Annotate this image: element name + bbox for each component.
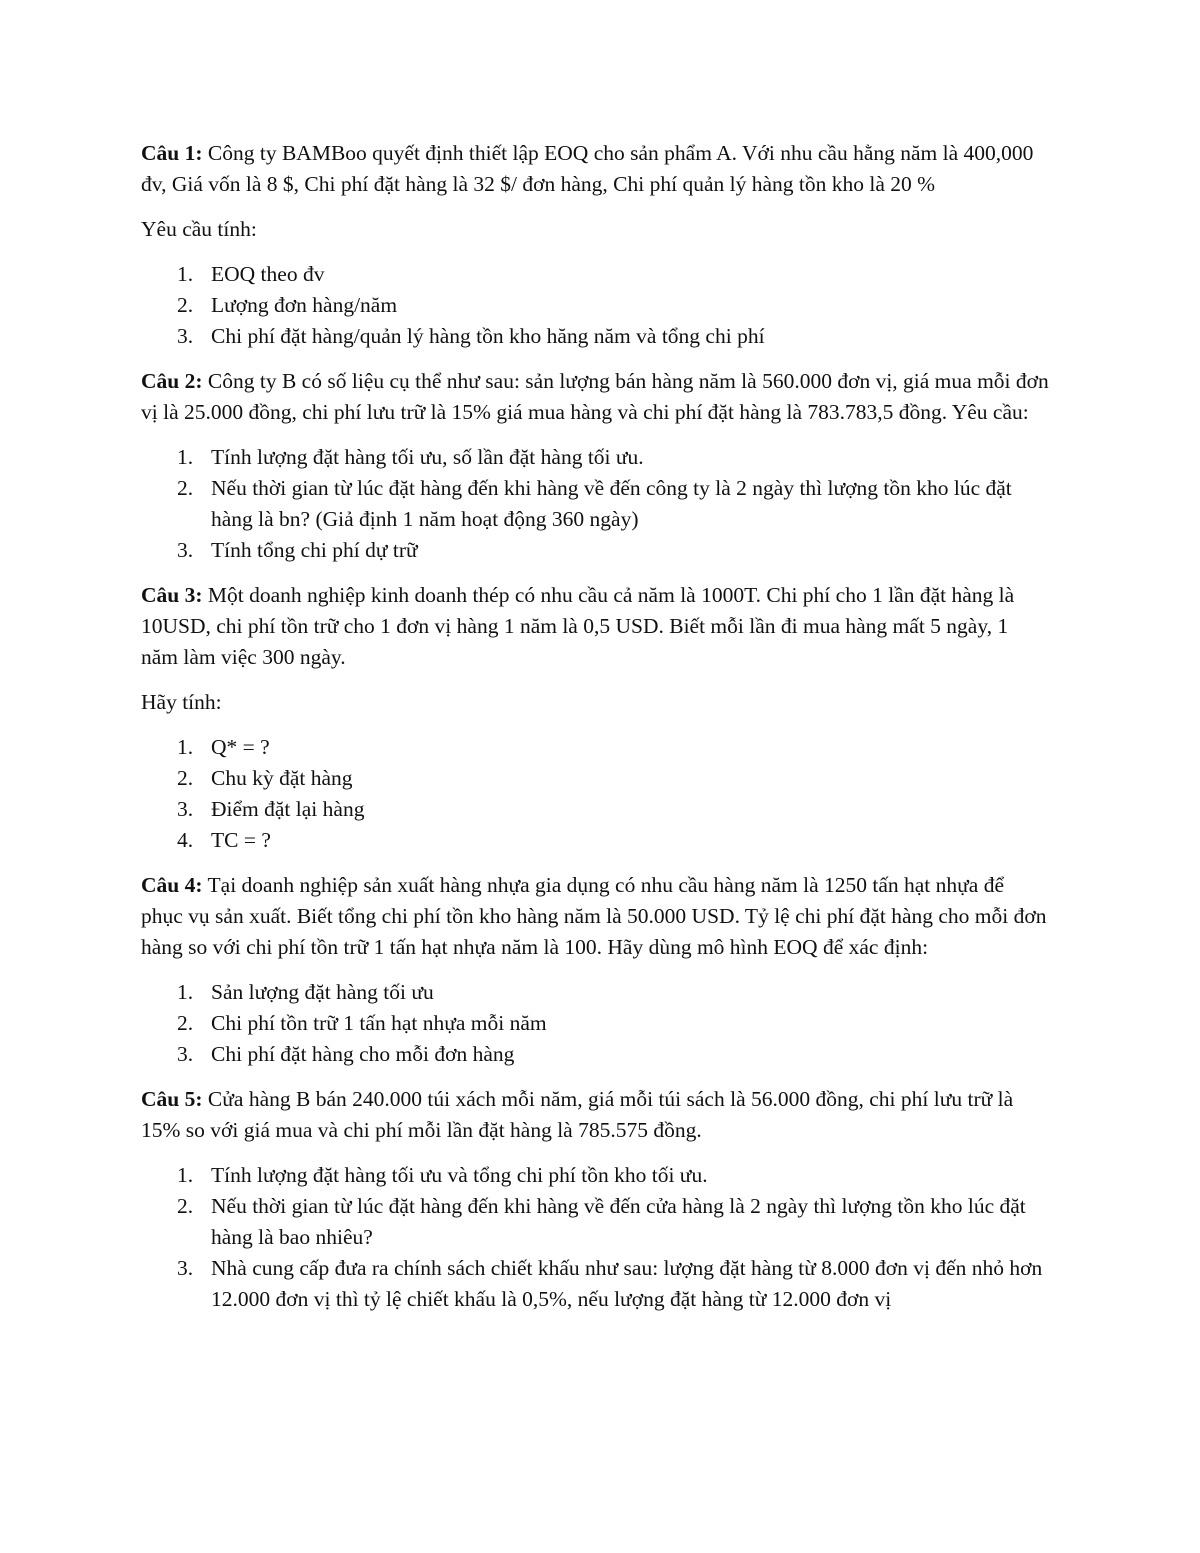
question-5-list (141, 1160, 1050, 1315)
list-item: 4. TC = ? (177, 828, 271, 852)
question-5-text: Cửa hàng B bán 240.000 túi xách mỗi năm, giá mỗi túi sách là 56.000 đồng, chi phí lưu trữ là 15% so với giá mua và chi phí mỗi lần đặt hàng là 785.575 đồng. (141, 1087, 1014, 1142)
question-4-list (141, 977, 1050, 1070)
question-4 (141, 870, 1050, 963)
list-item: 3. Chi phí đặt hàng/quản lý hàng tồn kho hăng năm và tổng chi phí (177, 324, 765, 348)
question-3 (141, 580, 1050, 673)
list-item: 2. Nếu thời gian từ lúc đặt hàng đến khi hàng về đến cửa hàng là 2 ngày thì lượng tồn kho lúc đặt hàng là bao nhiêu? (177, 1194, 1026, 1249)
list-item: 2. Lượng đơn hàng/năm (177, 293, 398, 317)
list-item: 3. Điểm đặt lại hàng (177, 797, 365, 821)
question-1-intro: Yêu cầu tính: (141, 217, 257, 241)
list-item: 2. Chi phí tồn trữ 1 tấn hạt nhựa mỗi năm (177, 1011, 547, 1035)
list-item: 2. Chu kỳ đặt hàng (177, 766, 353, 790)
list-item: 3. Tính tổng chi phí dự trữ (177, 538, 418, 562)
question-2 (141, 366, 1050, 428)
question-4-label: Câu 4: (141, 873, 203, 897)
list-item: 1. Sản lượng đặt hàng tối ưu (177, 980, 434, 1004)
question-2-list (141, 442, 1050, 566)
question-5 (141, 1084, 1050, 1146)
question-3-label: Câu 3: (141, 583, 203, 607)
question-3-intro: Hãy tính: (141, 690, 222, 714)
list-item: 3. Chi phí đặt hàng cho mỗi đơn hàng (177, 1042, 515, 1066)
list-item: 1. Tính lượng đặt hàng tối ưu và tổng chi phí tồn kho tối ưu. (177, 1163, 708, 1187)
question-3-list (141, 732, 1050, 856)
list-item: 2. Nếu thời gian từ lúc đặt hàng đến khi hàng về đến công ty là 2 ngày thì lượng tồn kho lúc đặt hàng là bn? (Giả định 1 năm hoạt động 360 ngày) (177, 476, 1012, 531)
list-item: 1. EOQ theo đv (177, 262, 325, 286)
question-1 (141, 138, 1050, 200)
question-2-text: Công ty B có số liệu cụ thể như sau: sản lượng bán hàng năm là 560.000 đơn vị, giá mua mỗi đơn vị là 25.000 đồng, chi phí lưu trữ là 15% giá mua hàng và chi phí đặt hàng là 783.783,5 đồng. Yêu cầu: (141, 369, 1049, 424)
question-2-label: Câu 2: (141, 369, 203, 393)
list-item: 1. Tính lượng đặt hàng tối ưu, số lần đặt hàng tối ưu. (177, 445, 644, 469)
question-1-list (141, 259, 1050, 352)
list-item: 1. Q* = ? (177, 735, 270, 759)
question-1-label: Câu 1: (141, 141, 203, 165)
question-4-text: Tại doanh nghiệp sản xuất hàng nhựa gia dụng có nhu cầu hàng năm là 1250 tấn hạt nhựa để phục vụ sản xuất. Biết tổng chi phí tồn kho hàng năm là 50.000 USD. Tỷ lệ chi phí đặt hàng cho mỗi đơn hàng so với chi phí tồn trữ 1 tấn hạt nhựa năm là 100. Hãy dùng mô hình EOQ để xác định: (141, 873, 1047, 959)
question-1-text: Công ty BAMBoo quyết định thiết lập EOQ cho sản phẩm A. Với nhu cầu hằng năm là 400,000 đv, Giá vốn là 8 $, Chi phí đặt hàng là 32 $/ đơn hàng, Chi phí quản lý hàng tồn kho là 20 % (141, 141, 1034, 196)
list-item: 3. Nhà cung cấp đưa ra chính sách chiết khấu như sau: lượng đặt hàng từ 8.000 đơn vị đến nhỏ hơn 12.000 đơn vị thì tỷ lệ chiết khấu là 0,5%, nếu lượng đặt hàng từ 12.000 đơn vị (177, 1256, 1043, 1311)
question-5-label: Câu 5: (141, 1087, 203, 1111)
question-3-text: Một doanh nghiệp kinh doanh thép có nhu cầu cả năm là 1000T. Chi phí cho 1 lần đặt hàng là 10USD, chi phí tồn trữ cho 1 đơn vị hàng 1 năm là 0,5 USD. Biết mỗi lần đi mua hàng mất 5 ngày, 1 năm làm việc 300 ngày. (141, 583, 1015, 669)
